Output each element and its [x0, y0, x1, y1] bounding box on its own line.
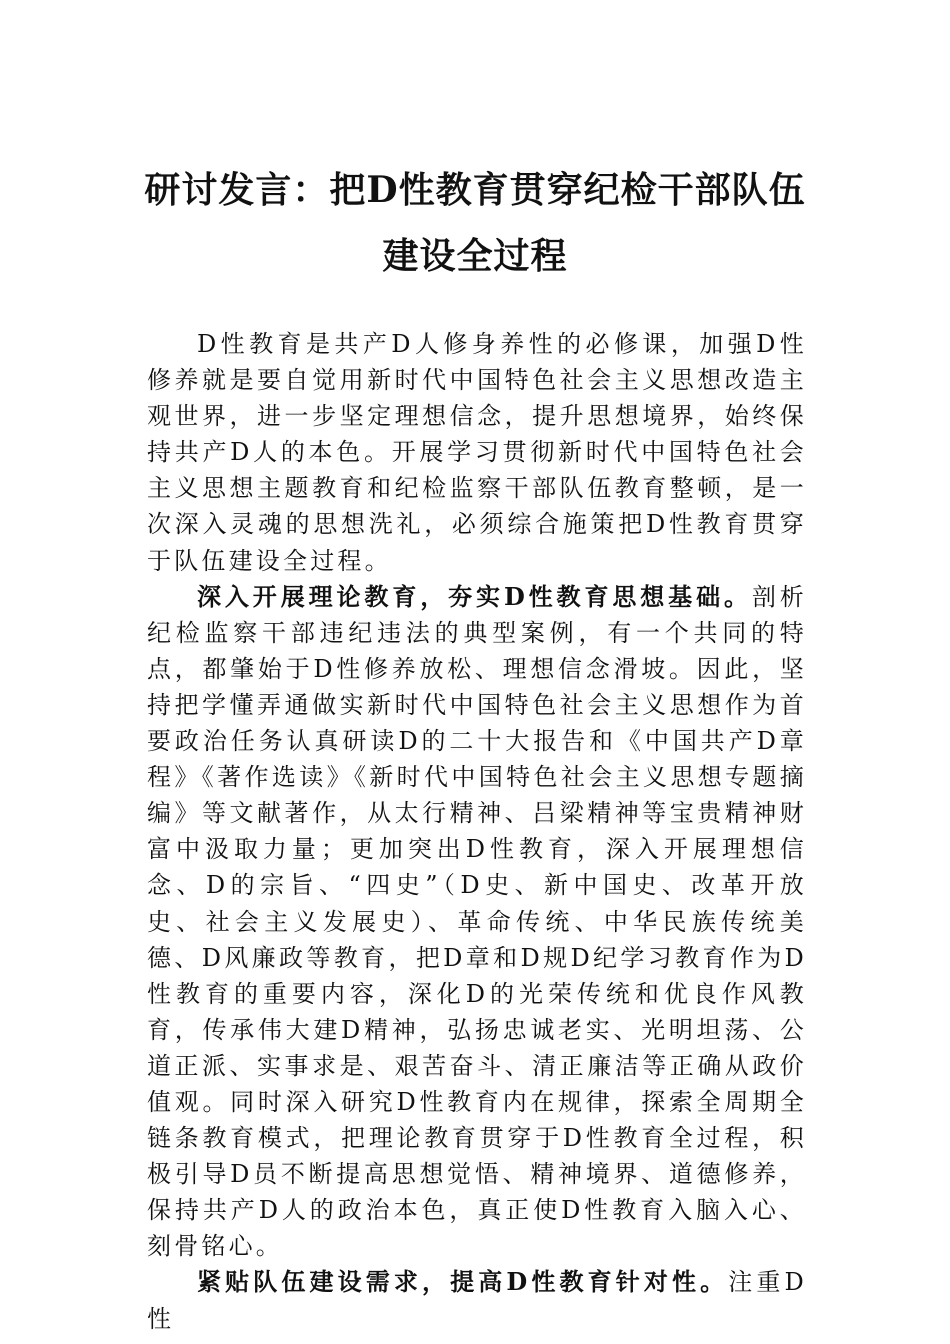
paragraph-intro — [147, 326, 807, 579]
paragraph-team-building — [147, 1264, 807, 1336]
paragraph-theory-education — [147, 579, 807, 1265]
paragraph-body-text: 剖析纪检监察干部违纪违法的典型案例，有一个共同的特点，都肇始于D性修养放松、理想信念滑坡。因此，坚持把学懂弄通做实新时代中国特色社会主义思想作为首要政治任务认真研读D的二十大报告和《中国共产D章程》《著作选读》《新时代中国特色社会主义思想专题摘编》等文献著作，从太行精神、吕梁精神等宝贵精神财富中汲取力量；更加突出D性教育，深入开展理想信念、D的宗旨、“四史”（D史、新中国史、改革开放史、社会主义发展史）、革命传统、中华民族传统美德、D风廉政等教育，把D章和D规D纪学习教育作为D性教育的重要内容，深化D的光荣传统和优良作风教育，传承伟大建D精神，弘扬忠诚老实、光明坦荡、公道正派、实事求是、艰苦奋斗、清正廉洁等正确从政价值观。同时深入研究D性教育内在规律，探索全周期全链条教育模式，把理论教育贯穿于D性教育全过程，积极引导D员不断提高思想觉悟、精神境界、道德修养，保持共产D人的政治本色，真正使D性教育入脑入心、刻骨铭心。 — [147, 582, 807, 1261]
paragraph-lead-heading: 深入开展理论教育，夯实D性教育思想基础。 — [197, 581, 752, 611]
document-title-line-2: 建设全过程 — [382, 235, 568, 277]
document-body — [147, 326, 807, 1337]
paragraph-body-text: D性教育是共产D人修身养性的必修课，加强D性修养就是要自觉用新时代中国特色社会主义思想改造主观世界，进一步坚定理想信念，提升思想境界，始终保持共产D人的本色。开展学习贯彻新时代中国特色社会主义思想主题教育和纪检监察干部队伍教育整顿，是一次深入灵魂的思想洗礼，必须综合施策把D性教育贯穿于队伍建设全过程。 — [147, 330, 807, 575]
document-title-line-1: 研讨发言：把D性教育贯穿纪检干部队伍 — [144, 169, 806, 211]
paragraph-lead-heading: 紧贴队伍建设需求，提高D性教育针对性。 — [197, 1267, 729, 1297]
paragraph-body-text: 注重D性 — [147, 1268, 807, 1333]
